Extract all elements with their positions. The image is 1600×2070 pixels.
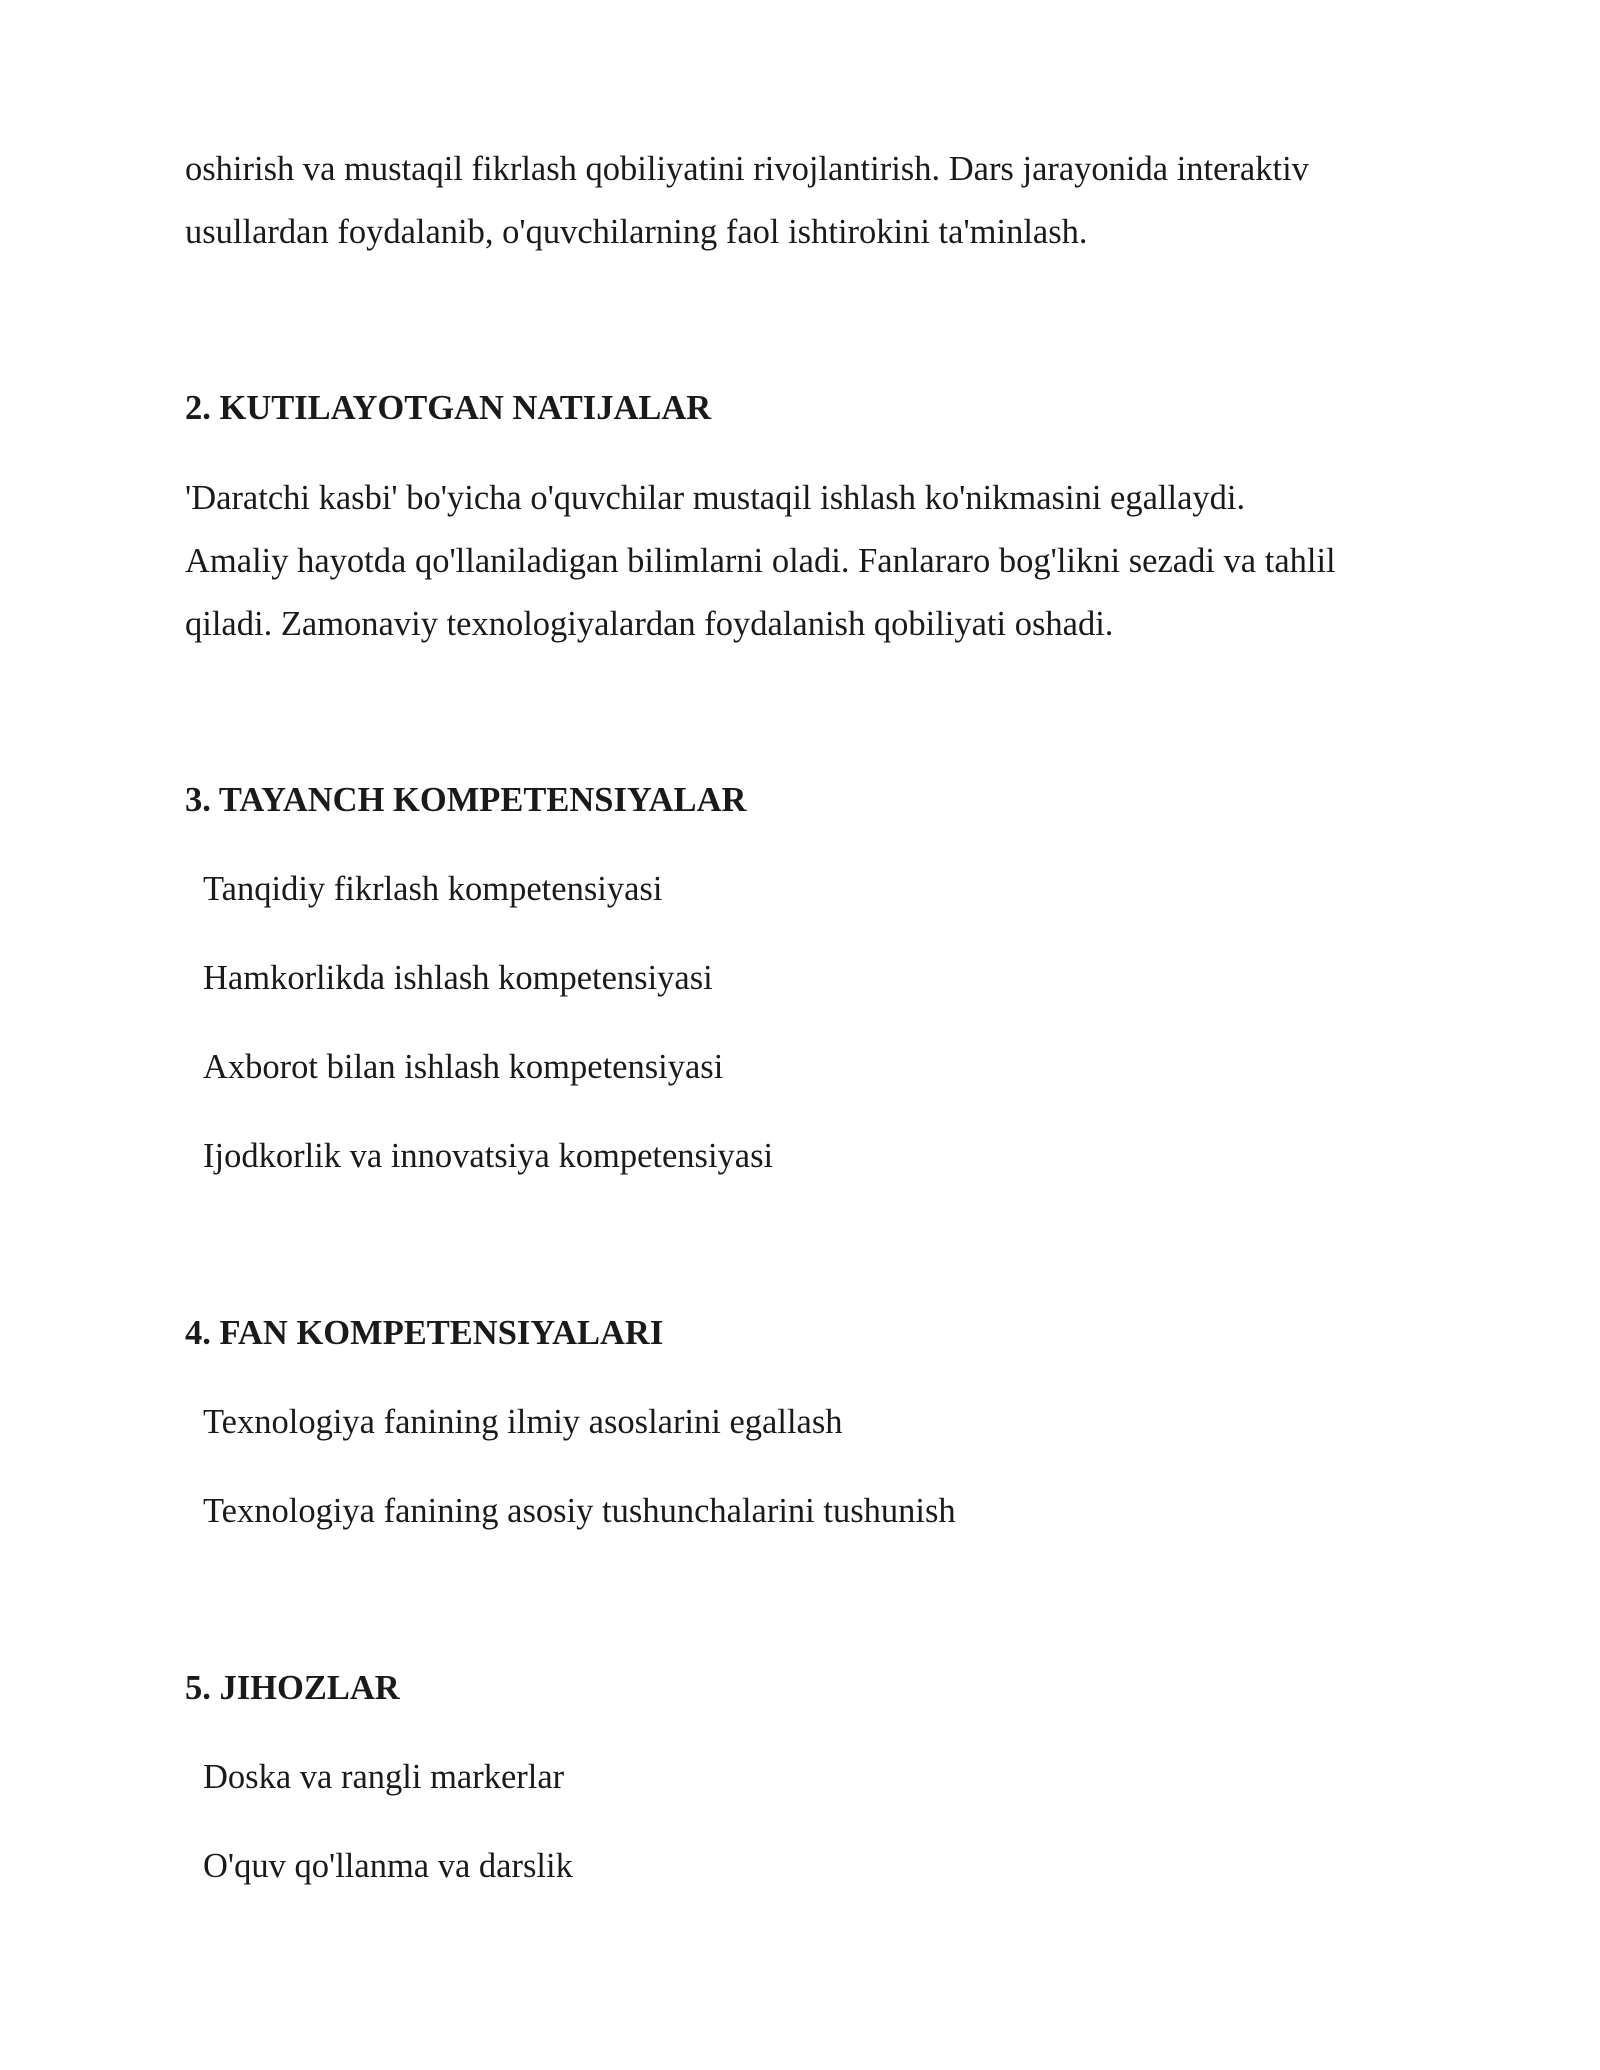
section-2-paragraph [185,467,1425,656]
intro-line: usullardan foydalanib, o'quvchilarning faol ishtirokini ta'minlash. [185,213,1088,251]
list-item: Texnologiya fanining asosiy tushunchalarini tushunish [203,1492,956,1530]
intro-paragraph [185,138,1425,264]
section-2-line: qiladi. Zamonaviy texnologiyalardan foydalanish qobiliyati oshadi. [185,605,1114,643]
intro-line: oshirish va mustaqil fikrlash qobiliyatini rivojlantirish. Dars jarayonida interaktiv [185,150,1309,188]
section-2-line: 'Daratchi kasbi' bo'yicha o'quvchilar mustaqil ishlash ko'nikmasini egallaydi. [185,479,1246,517]
section-5-heading: 5. JIHOZLAR [185,1669,400,1707]
list-item: Axborot bilan ishlash kompetensiyasi [203,1048,724,1086]
list-item: Ijodkorlik va innovatsiya kompetensiyasi [203,1137,774,1175]
list-item: Hamkorlikda ishlash kompetensiyasi [203,959,713,997]
section-2-heading: 2. KUTILAYOTGAN NATIJALAR [185,389,712,427]
section-3-heading: 3. TAYANCH KOMPETENSIYALAR [185,781,747,819]
list-item: Texnologiya fanining ilmiy asoslarini egallash [203,1403,843,1441]
section-2-line: Amaliy hayotda qo'llaniladigan bilimlarni oladi. Fanlararo bog'likni sezadi va tahlil [185,542,1336,580]
list-item: O'quv qo'llanma va darslik [203,1847,573,1885]
list-item: Doska va rangli markerlar [203,1758,565,1796]
section-4-heading: 4. FAN KOMPETENSIYALARI [185,1314,664,1352]
list-item: Tanqidiy fikrlash kompetensiyasi [203,870,663,908]
